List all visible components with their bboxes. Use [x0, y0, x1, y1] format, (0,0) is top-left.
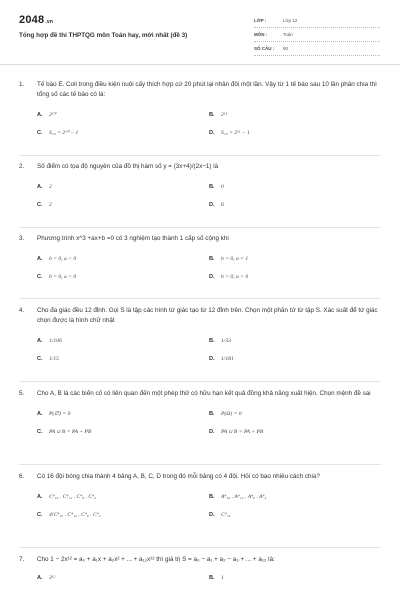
meta-label: LỚP :	[254, 18, 267, 23]
option-c[interactable]: C. 2	[37, 202, 52, 208]
option-a[interactable]: A. 2	[37, 184, 52, 190]
meta-value: Toán	[283, 32, 293, 37]
question-5	[19, 389, 381, 441]
option-b[interactable]: B. P(Ω) = 0	[209, 411, 242, 417]
option-d[interactable]: D. C⁴₁₆	[209, 512, 231, 518]
options	[37, 569, 381, 587]
divider	[19, 464, 381, 465]
options	[37, 106, 381, 142]
question-number: 4.	[19, 307, 25, 314]
meta-row-class	[254, 14, 380, 28]
meta-value: 50	[283, 46, 289, 51]
option-b[interactable]: B. 1	[209, 575, 224, 581]
meta-value: Lớp 12	[283, 18, 298, 23]
option-a[interactable]: A. P(∅) = 0	[37, 411, 71, 417]
header	[0, 0, 400, 66]
meta-row-subject	[254, 28, 380, 42]
question-text: Phương trình x^3 +ax+b =0 có 3 nghiệm tạo thành 1 cấp số cộng khi	[37, 235, 229, 242]
logo[interactable]	[19, 14, 53, 26]
option-a[interactable]: A. b = 0, a < 0	[37, 256, 77, 262]
options	[37, 178, 381, 214]
meta-row-count	[254, 42, 380, 56]
divider	[19, 381, 381, 382]
option-d[interactable]: D. 1/181	[209, 356, 234, 362]
options	[37, 488, 381, 524]
header-divider	[0, 64, 400, 65]
meta-table	[254, 14, 380, 56]
divider	[19, 155, 381, 156]
option-b[interactable]: B. 1/33	[209, 338, 231, 344]
question-3	[19, 234, 381, 286]
option-a[interactable]: A. 2¹⁰	[37, 112, 56, 118]
meta-label: SỐ CÂU :	[254, 46, 275, 51]
logo-main: 2048	[19, 14, 45, 26]
option-b[interactable]: B. b = 0, a = 1	[209, 256, 249, 262]
question-text: Tế bào E. Coli trong điều kiện nuôi cấy thích hợp cứ 20 phút lại nhân đôi một lần. Vậy từ 1 tế bào sau 10 lần phân chia thì tổng số các tế bào có là:	[37, 81, 377, 98]
question-number: 6.	[19, 473, 25, 480]
question-2	[19, 162, 381, 214]
question-text: Số điểm có tọa độ nguyên của đồ thị hàm số y = (3x+4)/(2x−1) là	[37, 163, 219, 170]
question-number: 3.	[19, 235, 25, 242]
question-4	[19, 306, 381, 368]
question-text: Cho 1 − 2x¹² = a₀ + a₁x + a₂x² + ... + a₁₂x¹² thì giá trị S = a₀ − a₁ + a₂ − a₃ + ... + a₁₂ là:	[37, 556, 275, 563]
option-c[interactable]: C. b = 0, a > 0	[37, 274, 77, 280]
question-number: 5.	[19, 390, 25, 397]
option-a[interactable]: A. 3¹²	[37, 575, 56, 581]
question-text: Cho đa giác đều 12 đỉnh. Gọi S là tập các hình tứ giác tạo từ 12 đỉnh trên. Chọn một phần tử từ tập S. Xác suất để tứ giác chọn được là hình chữ nhật	[37, 307, 378, 324]
option-c[interactable]: C. S₁₀ = 2¹⁰ − 1	[37, 130, 79, 136]
option-c[interactable]: C. PA ∪ B = PA + PB	[37, 429, 92, 435]
question-1	[19, 80, 381, 142]
divider	[19, 227, 381, 228]
options	[37, 250, 381, 286]
question-text: Cho A, B là các biến cố có liên quan đến một phép thử có hữu hạn kết quả đồng khả năng xuất hiện. Chọn mệnh đề sai	[37, 390, 371, 397]
divider	[19, 298, 381, 299]
option-b[interactable]: B. 0	[209, 184, 224, 190]
divider	[19, 547, 381, 548]
option-d[interactable]: D. 6	[209, 202, 224, 208]
question-7	[19, 555, 381, 587]
option-a[interactable]: A. 1/106	[37, 338, 62, 344]
document-title: Tổng hợp đề thi THPTQG môn Toán hay, mới nhất (đề 3)	[19, 32, 188, 39]
option-b[interactable]: B. A⁴₁₆ . A⁴₁₂ . A⁴₈ . A⁴₄	[209, 494, 267, 500]
question-number: 1.	[19, 81, 25, 88]
option-c[interactable]: C. 4!C⁴₁₆ . C⁴₁₂ . C⁴₈ . C⁴₄	[37, 512, 101, 518]
question-number: 2.	[19, 163, 25, 170]
option-b[interactable]: B. 2¹¹	[209, 112, 228, 118]
question-number: 7.	[19, 556, 25, 563]
question-text: Có 16 đội bóng chia thành 4 bảng A, B, C, D trong đó mỗi bảng có 4 đội. Hỏi có bao nhiêu cách chia?	[37, 473, 320, 480]
logo-suffix: .vn	[45, 19, 54, 25]
option-d[interactable]: D. b > 0, a > 0	[209, 274, 249, 280]
options	[37, 405, 381, 441]
meta-label: MÔN :	[254, 32, 268, 37]
options	[37, 332, 381, 368]
option-a[interactable]: A. C⁴₁₆ . C⁴₁₂ . C⁴₈ . C⁴₄	[37, 494, 96, 500]
option-d[interactable]: D. PA ∪ B = PA + PB	[209, 429, 264, 435]
question-6	[19, 472, 381, 524]
option-d[interactable]: D. S₁₀ = 2¹¹ − 1	[209, 130, 250, 136]
option-c[interactable]: C. 1/15	[37, 356, 59, 362]
